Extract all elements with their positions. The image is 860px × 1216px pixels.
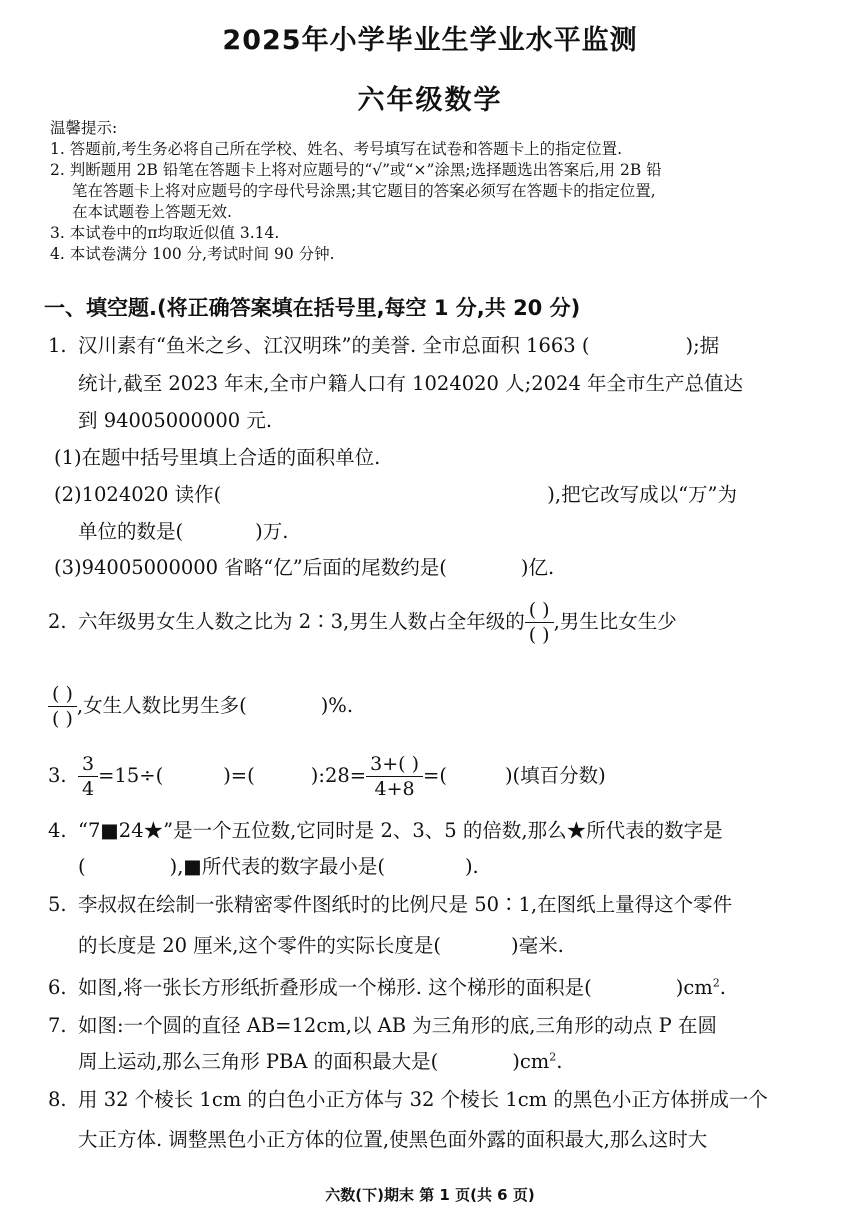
q7-number: 7. bbox=[48, 1014, 67, 1037]
section-1-title: 一、填空题.(将正确答案填在括号里,每空 1 分,共 20 分) bbox=[44, 296, 581, 320]
q1-sub-2-text-c: 单位的数是( bbox=[78, 520, 184, 543]
q3-frac-2-bottom: 4+8 bbox=[374, 778, 415, 800]
q7-line-2 bbox=[78, 1046, 562, 1074]
q2-line-2 bbox=[48, 682, 353, 731]
q3-fraction-blank[interactable] bbox=[366, 752, 423, 801]
q4-text-c: ),■所代表的数字最小是( bbox=[169, 855, 385, 878]
q3-part-2: )=( bbox=[223, 764, 255, 787]
q1-sub-2-text-b: ),把它改写成以“万”为 bbox=[547, 483, 738, 506]
q2-number: 2. bbox=[48, 610, 67, 633]
q2-frac-1-top: ( ) bbox=[525, 598, 554, 623]
q2-fraction-blank-1[interactable] bbox=[525, 598, 554, 647]
notes-block bbox=[50, 118, 820, 265]
q1-sub-2 bbox=[54, 479, 737, 507]
q3-frac-top: 3 bbox=[78, 752, 98, 777]
q1-sub-3-text-a: (3)94005000000 省略“亿”后面的尾数约是( bbox=[54, 556, 447, 579]
q2-line-1 bbox=[48, 598, 677, 647]
exam-subtitle: 六年级数学 bbox=[357, 85, 503, 116]
q2-text-b: ,男生比女生少 bbox=[553, 610, 677, 633]
q2-frac-2-top: ( ) bbox=[48, 682, 77, 707]
q7-text-a: 如图:一个圆的直径 AB=12cm,以 AB 为三角形的底,三角形的动点 P 在圆 bbox=[78, 1014, 717, 1037]
q1-sub-2-text-d: )万. bbox=[255, 520, 289, 543]
q6-number: 6. bbox=[48, 976, 67, 999]
q8-text-a: 用 32 个棱长 1cm 的白色小正方体与 32 个棱长 1cm 的黑色小正方体拼成一个 bbox=[78, 1088, 768, 1111]
q8-number: 8. bbox=[48, 1088, 67, 1111]
q6-unit-superscript: 2 bbox=[712, 976, 720, 990]
q5-line-2 bbox=[78, 930, 564, 958]
q2-frac-2-bottom: ( ) bbox=[52, 708, 73, 730]
q7-text-b: 周上运动,那么三角形 PBA 的面积最大是( bbox=[78, 1050, 439, 1073]
q1-sub-3-text-b: )亿. bbox=[520, 556, 555, 579]
q3-part-1: =15÷( bbox=[98, 764, 164, 787]
q4-line-1 bbox=[48, 815, 723, 843]
q3-fraction-3-4 bbox=[78, 752, 98, 801]
notes-heading: 温馨提示: bbox=[50, 119, 118, 137]
q5-text-c: )毫米. bbox=[511, 934, 564, 957]
q1-text-a: 汉川素有“鱼米之乡、江汉明珠”的美誉. 全市总面积 1663 ( bbox=[78, 334, 590, 357]
q4-number: 4. bbox=[48, 819, 67, 842]
q4-text-d: ). bbox=[464, 855, 479, 878]
q1-sub-1: (1)在题中括号里填上合适的面积单位. bbox=[54, 446, 381, 469]
q5-number: 5. bbox=[48, 893, 67, 916]
q6-text-b: )cm bbox=[675, 976, 713, 999]
exam-title: 2025年小学毕业生学业水平监测 bbox=[222, 25, 638, 56]
q3-line bbox=[48, 752, 606, 801]
q3-frac-bottom: 4 bbox=[82, 778, 95, 800]
q4-text-b: ( bbox=[78, 855, 86, 878]
q7-text-c: )cm bbox=[512, 1050, 550, 1073]
q3-number: 3. bbox=[48, 764, 67, 787]
q8-line-2: 大正方体. 调整黑色小正方体的位置,使黑色面外露的面积最大,那么这时大 bbox=[78, 1128, 708, 1151]
q3-part-5: )(填百分数) bbox=[504, 764, 606, 787]
q1-line-2: 统计,截至 2023 年末,全市户籍人口有 1024020 人;2024 年全市生产总值达 bbox=[78, 372, 744, 395]
note-2-line-3: 在本试题卷上答题无效. bbox=[72, 203, 232, 221]
q5-text-a: 李叔叔在绘制一张精密零件图纸时的比例尺是 50∶1,在图纸上量得这个零件 bbox=[78, 893, 733, 916]
q6-line bbox=[48, 972, 726, 1000]
q5-text-b: 的长度是 20 厘米,这个零件的实际长度是( bbox=[78, 934, 442, 957]
q1-text-b: );据 bbox=[685, 334, 720, 357]
q2-frac-1-bottom: ( ) bbox=[528, 624, 550, 646]
q3-frac-2-top: 3+( ) bbox=[366, 752, 423, 777]
q2-text-d: )%. bbox=[320, 694, 354, 717]
note-4: 4. 本试卷满分 100 分,考试时间 90 分钟. bbox=[50, 245, 335, 263]
q3-part-4: =( bbox=[422, 764, 447, 787]
q6-text-a: 如图,将一张长方形纸折叠形成一个梯形. 这个梯形的面积是( bbox=[78, 976, 592, 999]
q3-part-3: ):28= bbox=[310, 764, 367, 787]
q4-line-2 bbox=[78, 851, 479, 879]
page-footer: 六数(下)期末 第 1 页(共 6 页) bbox=[325, 1186, 535, 1204]
q1-line-1 bbox=[48, 330, 719, 358]
note-3: 3. 本试卷中的π均取近似值 3.14. bbox=[50, 224, 280, 242]
q1-number: 1. bbox=[48, 334, 67, 357]
q2-fraction-blank-2[interactable] bbox=[48, 682, 77, 731]
q5-line-1 bbox=[48, 889, 732, 917]
note-1: 1. 答题前,考生务必将自己所在学校、姓名、考号填写在试卷和答题卡上的指定位置. bbox=[50, 140, 623, 158]
q2-text-c: ,女生人数比男生多( bbox=[76, 694, 247, 717]
note-2-line-1: 2. 判断题用 2B 铅笔在答题卡上将对应题号的“√”或“×”涂黑;选择题选出答案后,用 2B 铅 bbox=[50, 161, 662, 179]
q1-line-3: 到 94005000000 元. bbox=[78, 409, 273, 432]
q7-period: . bbox=[556, 1050, 563, 1073]
q2-text-a: 六年级男女生人数之比为 2∶3,男生人数占全年级的 bbox=[78, 610, 525, 633]
q1-sub-2-cont bbox=[78, 516, 288, 544]
q4-text-a: “7■24★”是一个五位数,它同时是 2、3、5 的倍数,那么★所代表的数字是 bbox=[78, 819, 723, 842]
q6-period: . bbox=[719, 976, 726, 999]
note-2-line-2: 笔在答题卡上将对应题号的字母代号涂黑;其它题目的答案必须写在答题卡的指定位置, bbox=[72, 182, 656, 200]
q1-sub-3 bbox=[54, 552, 554, 580]
q8-line-1 bbox=[48, 1084, 768, 1112]
q7-unit-superscript: 2 bbox=[549, 1050, 557, 1064]
q7-line-1 bbox=[48, 1010, 717, 1038]
q1-sub-2-text-a: (2)1024020 读作( bbox=[54, 483, 222, 506]
